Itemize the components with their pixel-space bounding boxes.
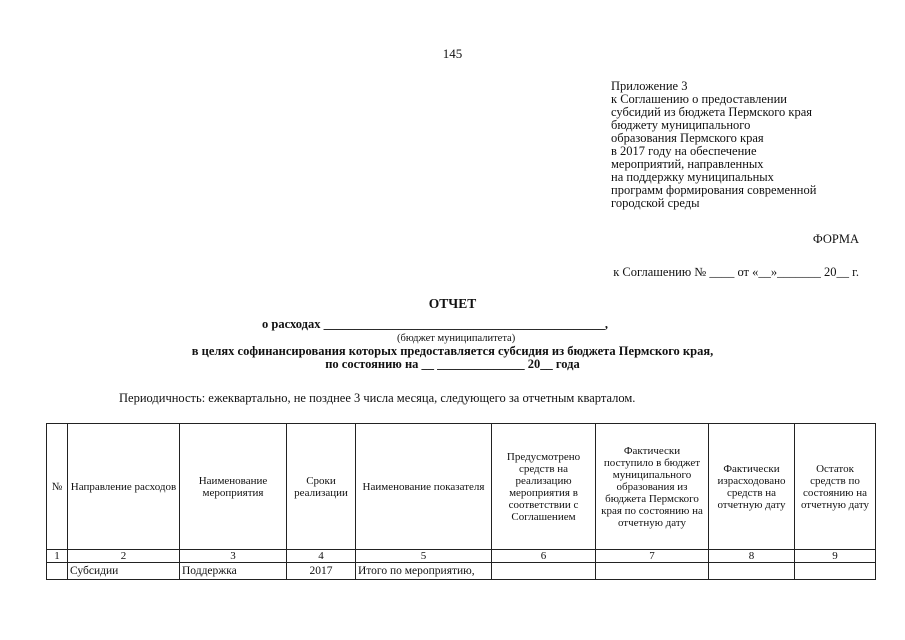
column-number: 2 [68, 550, 180, 563]
table-cell: Поддержка [180, 563, 287, 580]
table-cell [596, 563, 709, 580]
cofinancing-block [0, 345, 905, 371]
expenses-line: о расходах _____________________________________________, [262, 317, 608, 331]
column-number: 3 [180, 550, 287, 563]
appendix-line: Приложение 3 [611, 79, 688, 93]
appendix-line: на поддержку муниципальных [611, 170, 774, 184]
column-header: Наименование мероприятия [180, 424, 287, 550]
appendix-block [611, 80, 881, 210]
form-label: ФОРМА [812, 232, 859, 246]
column-number: 9 [795, 550, 876, 563]
table-cell [709, 563, 795, 580]
cofinancing-line: в целях софинансирования которых предоставляется субсидия из бюджета Пермского края, [191, 344, 714, 358]
table-cell: Субсидии [68, 563, 180, 580]
column-number: 7 [596, 550, 709, 563]
appendix-line: бюджету муниципального [611, 118, 751, 132]
column-header: № [47, 424, 68, 550]
appendix-line: городской среды [611, 196, 700, 210]
column-number: 4 [287, 550, 356, 563]
column-header: Наименование показателя [356, 424, 492, 550]
budget-hint: (бюджет муниципалитета) [397, 333, 516, 344]
page-number: 145 [442, 46, 463, 61]
appendix-line: мероприятий, направленных [611, 157, 764, 171]
appendix-line: субсидий из бюджета Пермского края [611, 105, 813, 119]
as-of-line: по состоянию на __ ______________ 20__ года [325, 357, 580, 371]
table-cell: 2017 [287, 563, 356, 580]
column-number: 5 [356, 550, 492, 563]
appendix-line: программ формирования современной [611, 183, 817, 197]
report-table [46, 423, 876, 580]
appendix-line: в 2017 году на обеспечение [611, 144, 757, 158]
periodicity-text: Периодичность: ежеквартально, не позднее 3 числа месяца, следующего за отчетным кварталом. [119, 391, 636, 405]
agreement-reference: к Соглашению № ____ от «__»_______ 20__ г. [613, 265, 859, 279]
appendix-line: к Соглашению о предоставлении [611, 92, 788, 106]
column-number: 6 [492, 550, 596, 563]
column-header: Фактически поступило в бюджет муниципального образования из бюджета Пермского края по состоянию на отчетную дату [596, 424, 709, 550]
appendix-line: образования Пермского края [611, 131, 764, 145]
column-number: 8 [709, 550, 795, 563]
column-header: Предусмотрено средств на реализацию мероприятия в соответствии с Соглашением [492, 424, 596, 550]
column-header: Остаток средств по состоянию на отчетную дату [795, 424, 876, 550]
table-cell [47, 563, 68, 580]
column-number-row [47, 550, 876, 563]
table-row [47, 563, 876, 580]
report-title: ОТЧЕТ [428, 296, 477, 311]
table-cell: Итого по мероприятию, [356, 563, 492, 580]
column-number: 1 [47, 550, 68, 563]
column-header: Направление расходов [68, 424, 180, 550]
table-header-row [47, 424, 876, 550]
table-cell [492, 563, 596, 580]
column-header: Фактически израсходовано средств на отчетную дату [709, 424, 795, 550]
column-header: Сроки реализации [287, 424, 356, 550]
table-cell [795, 563, 876, 580]
